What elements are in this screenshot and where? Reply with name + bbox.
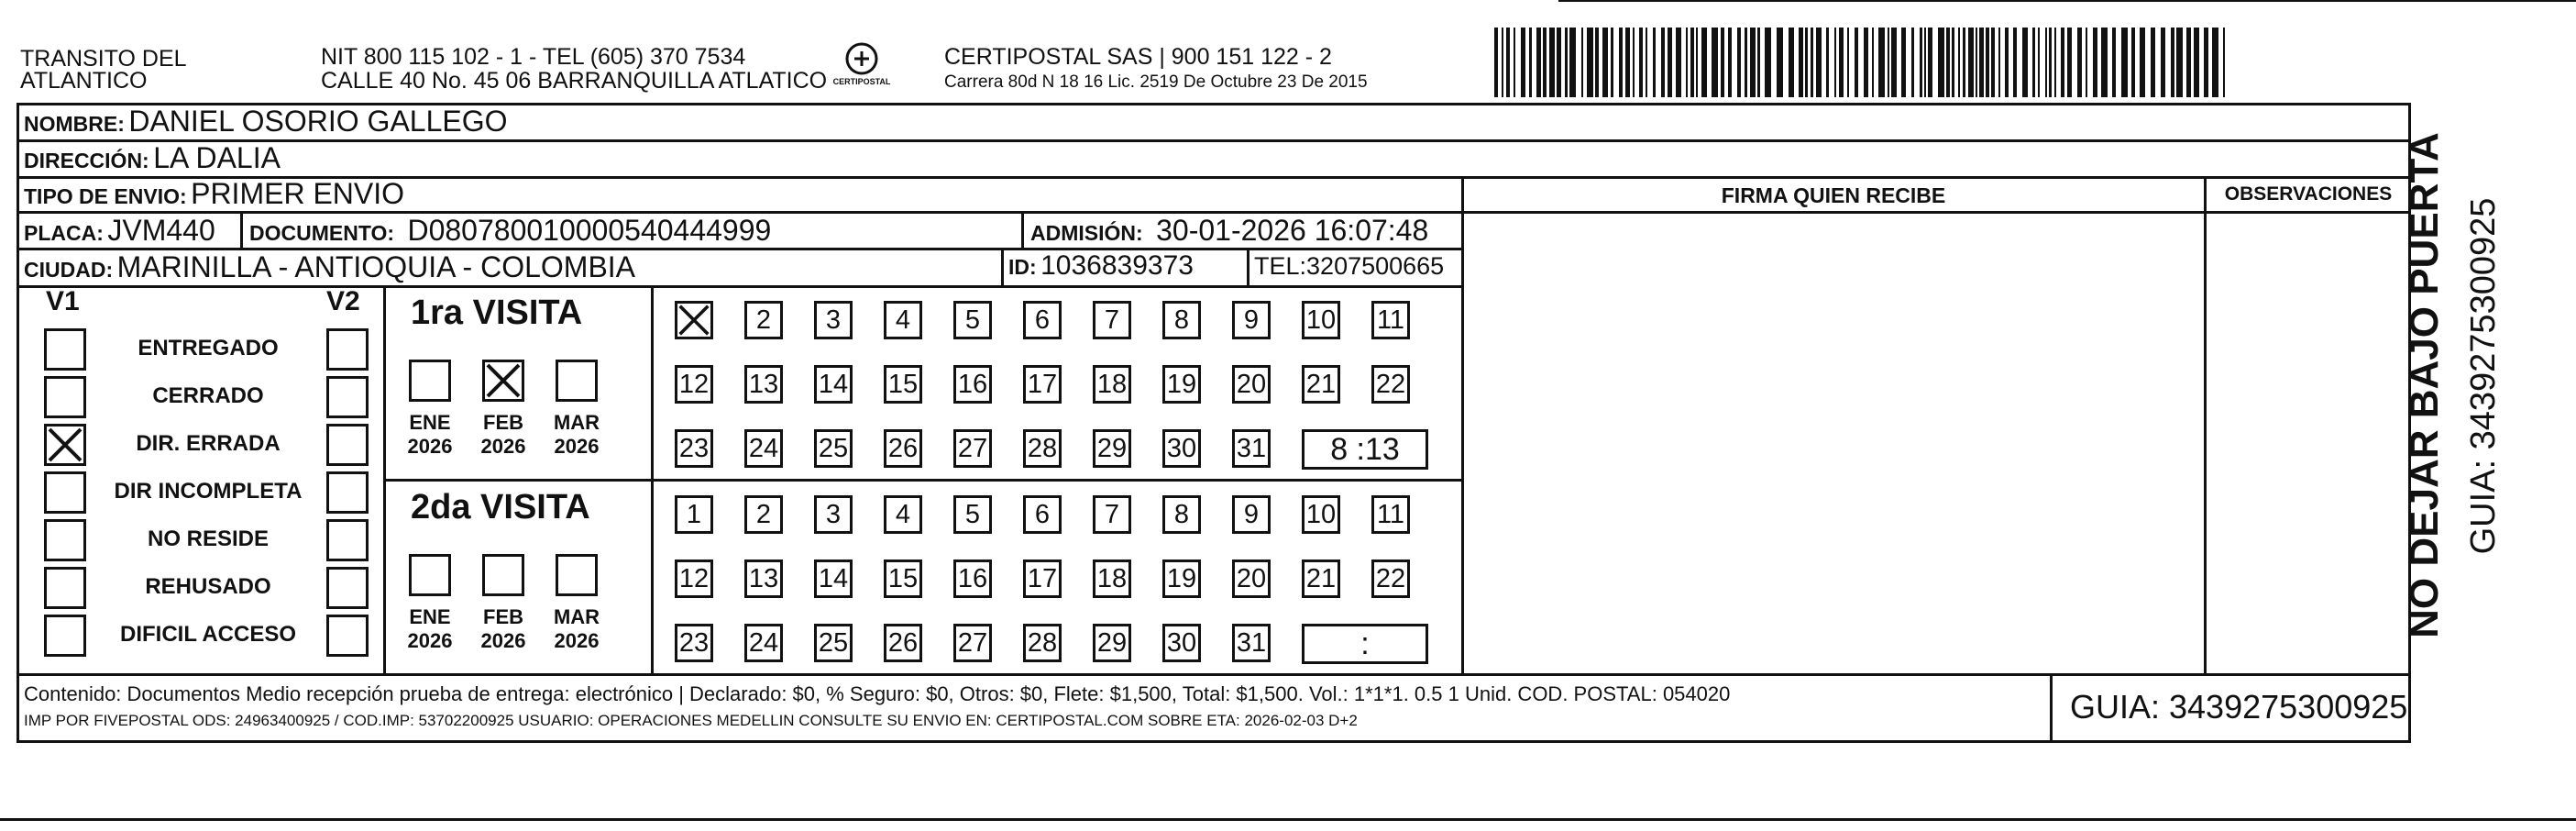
day-number: 19 [1166, 564, 1197, 593]
day-number: 30 [1166, 628, 1197, 658]
day-box[interactable] [1232, 365, 1271, 404]
day-box[interactable] [1023, 495, 1062, 534]
divider-firma [1461, 176, 1464, 675]
x-mark-icon [485, 362, 522, 399]
day-number: 26 [887, 434, 919, 463]
divider-visits-split [383, 479, 1463, 482]
v1-checkbox[interactable] [44, 471, 86, 514]
v2-checkbox[interactable] [326, 471, 369, 514]
day-number: 18 [1096, 370, 1128, 399]
day-box[interactable] [675, 365, 713, 404]
v1-checkbox[interactable] [44, 328, 86, 371]
documento-row [249, 214, 771, 248]
day-number: 29 [1096, 434, 1128, 463]
direccion-row [24, 141, 281, 175]
documento-label: DOCUMENTO: [249, 221, 395, 245]
day-box[interactable] [1023, 365, 1062, 404]
day-number: 16 [957, 370, 988, 399]
day-box[interactable] [744, 301, 783, 339]
sender-nit: NIT 800 115 102 - 1 - TEL (605) 370 7534 [321, 44, 746, 70]
nombre-row [24, 105, 508, 138]
month-label: ENE [409, 605, 451, 628]
day-number: 4 [895, 305, 911, 335]
v2-checkbox[interactable] [326, 567, 369, 609]
second-visit-title: 2da VISITA [411, 488, 590, 526]
x-mark-icon [677, 304, 710, 337]
day-box[interactable] [953, 560, 992, 598]
day-number: 5 [964, 305, 981, 335]
day-number: 10 [1305, 500, 1337, 529]
divider-guia-footer [2050, 673, 2053, 743]
day-number: 19 [1166, 370, 1197, 399]
license-line: Carrera 80d N 18 16 Lic. 2519 De Octubre 23 De 2015 [944, 72, 1368, 92]
day-box[interactable] [884, 429, 922, 468]
day-number: 9 [1243, 305, 1260, 335]
admision-row [1030, 214, 1428, 248]
day-box[interactable] [953, 495, 992, 534]
day-number: 28 [1027, 628, 1058, 658]
day-number: 3 [825, 305, 842, 335]
day-box[interactable] [1162, 301, 1201, 339]
day-box[interactable] [1093, 495, 1131, 534]
day-number: 17 [1027, 564, 1058, 593]
day-box[interactable] [953, 624, 992, 662]
status-label: ENTREGADO [138, 336, 279, 360]
day-number: 3 [825, 500, 842, 529]
day-number: 14 [818, 370, 849, 399]
footer-guia: GUIA: 3439275300925 [2070, 688, 2408, 726]
first-visit-title: 1ra VISITA [411, 294, 583, 332]
ciudad-row [24, 250, 635, 284]
month-label: FEB [483, 411, 523, 434]
no-dejar-bajo-puerta: NO DEJAR BAJO PUERTA [2402, 132, 2447, 638]
day-number: 2 [755, 305, 772, 335]
divider-observaciones [2204, 176, 2207, 675]
status-label: NO RESIDE [147, 526, 270, 551]
day-box[interactable] [1093, 560, 1131, 598]
day-box[interactable] [1302, 560, 1340, 598]
day-number: 4 [895, 500, 911, 529]
v1-header: V1 [46, 286, 80, 316]
day-box[interactable] [1232, 495, 1271, 534]
month-year: 2026 [480, 629, 526, 652]
month-checkbox[interactable] [556, 360, 598, 402]
day-box[interactable] [675, 301, 713, 339]
barcode [1494, 28, 2228, 97]
month-checkbox[interactable] [482, 554, 524, 596]
day-number: 21 [1305, 370, 1337, 399]
day-number: 22 [1375, 564, 1406, 593]
day-number: 10 [1305, 305, 1337, 335]
day-box[interactable] [884, 365, 922, 404]
day-box[interactable] [1302, 495, 1340, 534]
day-number: 29 [1096, 628, 1128, 658]
time-box[interactable]: : [1302, 624, 1428, 664]
day-number: 14 [818, 564, 849, 593]
day-box[interactable] [1302, 365, 1340, 404]
day-box[interactable] [814, 301, 853, 339]
day-number: 23 [678, 434, 710, 463]
day-box[interactable] [1371, 495, 1410, 534]
day-number: 17 [1027, 370, 1058, 399]
day-box[interactable] [814, 560, 853, 598]
day-box[interactable] [953, 365, 992, 404]
day-box[interactable] [1162, 495, 1201, 534]
day-box[interactable] [1023, 301, 1062, 339]
day-box[interactable] [884, 624, 922, 662]
divider-placa [240, 211, 243, 249]
month-checkbox[interactable] [409, 360, 451, 402]
day-number: 13 [748, 370, 779, 399]
status-label: CERRADO [152, 383, 264, 408]
admision-value: 30-01-2026 16:07:48 [1156, 214, 1429, 247]
day-box[interactable] [1093, 301, 1131, 339]
day-number: 8 [1173, 305, 1190, 335]
day-box[interactable] [814, 624, 853, 662]
day-box[interactable] [814, 495, 853, 534]
v2-checkbox[interactable] [326, 519, 369, 561]
tipo-value: PRIMER ENVIO [191, 177, 405, 210]
month-year: 2026 [480, 435, 526, 458]
day-box[interactable] [1162, 624, 1201, 662]
month-year: 2026 [554, 629, 600, 652]
month-label: MAR [553, 411, 600, 434]
placa-row [24, 214, 215, 248]
day-box[interactable] [1371, 365, 1410, 404]
divider-id [1001, 248, 1004, 286]
status-label: DIR. ERRADA [136, 431, 281, 456]
id-label: ID: [1008, 255, 1037, 279]
month-label: MAR [553, 605, 600, 628]
day-box[interactable] [1232, 560, 1271, 598]
time-box[interactable]: 8 :13 [1302, 429, 1428, 470]
month-year: 2026 [554, 435, 600, 458]
day-number: 11 [1376, 500, 1405, 529]
v2-checkbox[interactable] [326, 328, 369, 371]
day-box[interactable] [1162, 365, 1201, 404]
row-line-nombre [17, 139, 2411, 142]
day-box[interactable] [1371, 301, 1410, 339]
day-number: 18 [1096, 564, 1128, 593]
month-checkbox[interactable] [482, 360, 524, 402]
day-number: 31 [1236, 628, 1267, 658]
status-label: DIFICIL ACCESO [119, 622, 296, 647]
day-number: 6 [1034, 305, 1051, 335]
day-number: 20 [1236, 564, 1267, 593]
footer-imp-line: IMP POR FIVEPOSTAL ODS: 24963400925 / COD.IMP: 53702200925 USUARIO: OPERACIONES MEDELLIN CONSULTE SU ENVIO EN: CERTIPOSTAL.COM SOBRE ETA: 2026-02-03 D+2 [24, 712, 1358, 729]
day-number: 12 [678, 564, 710, 593]
day-box[interactable] [744, 624, 783, 662]
day-box[interactable] [1093, 624, 1131, 662]
ciudad-value: MARINILLA - ANTIOQUIA - COLOMBIA [116, 250, 636, 283]
day-box[interactable] [1232, 624, 1271, 662]
day-box[interactable] [675, 624, 713, 662]
day-number: 24 [748, 434, 779, 463]
day-box[interactable] [1162, 429, 1201, 468]
month-year: 2026 [407, 629, 453, 652]
footer-contenido: Contenido: Documentos Medio recepción prueba de entrega: electrónico | Declarado: $0, % Seguro: $0, Otros: $0, Flete: $1,500, Total: $1,500. Vol.: 1*1*1. 0.5 1 Unid. COD. POSTAL: 054020 [24, 682, 1731, 705]
day-box[interactable] [1232, 429, 1271, 468]
day-box[interactable] [884, 560, 922, 598]
month-checkbox[interactable] [556, 554, 598, 596]
sender-name-line2: ATLANTICO [20, 68, 148, 94]
day-box[interactable] [1232, 301, 1271, 339]
day-box[interactable] [744, 495, 783, 534]
side-guia: GUIA: 3439275300925 [2464, 197, 2503, 555]
day-number: 31 [1236, 434, 1267, 463]
observaciones-header: OBSERVACIONES [2224, 183, 2393, 205]
v1-checkbox[interactable] [44, 567, 86, 609]
logo-text: CERTIPOSTAL [832, 77, 891, 86]
id-row [1008, 250, 1194, 282]
day-number: 7 [1104, 305, 1120, 335]
sender-name-line1: TRANSITO DEL [20, 46, 187, 72]
tel-row [1254, 252, 1444, 281]
nombre-label: NOMBRE: [24, 112, 125, 136]
v2-checkbox[interactable] [326, 424, 369, 466]
day-number: 25 [818, 434, 849, 463]
divider-tel [1247, 248, 1249, 286]
day-box[interactable] [744, 365, 783, 404]
top-edge-line [1558, 0, 2576, 2]
day-box[interactable] [1302, 301, 1340, 339]
day-box[interactable] [1023, 624, 1062, 662]
day-box[interactable] [814, 429, 853, 468]
day-number: 20 [1236, 370, 1267, 399]
placa-value: JVM440 [107, 214, 215, 247]
day-number: 5 [964, 500, 981, 529]
day-box[interactable] [1023, 429, 1062, 468]
month-year: 2026 [407, 435, 453, 458]
direccion-value: LA DALIA [153, 141, 281, 174]
day-number: 27 [957, 628, 988, 658]
day-box[interactable] [675, 429, 713, 468]
day-box[interactable] [1093, 365, 1131, 404]
day-box[interactable] [744, 560, 783, 598]
day-number: 2 [755, 500, 772, 529]
day-number: 15 [887, 564, 919, 593]
x-mark-icon [47, 427, 83, 463]
day-number: 9 [1243, 500, 1260, 529]
day-box[interactable] [884, 495, 922, 534]
v2-checkbox[interactable] [326, 615, 369, 657]
day-box[interactable] [675, 560, 713, 598]
day-number: 13 [748, 564, 779, 593]
sender-address: CALLE 40 No. 45 06 BARRANQUILLA ATLATICO [321, 68, 828, 94]
day-number: 6 [1034, 500, 1051, 529]
v1-checkbox[interactable] [44, 519, 86, 561]
day-number: 28 [1027, 434, 1058, 463]
day-number: 15 [887, 370, 919, 399]
tel-label: TEL: [1254, 252, 1307, 280]
day-box[interactable] [744, 429, 783, 468]
month-checkbox[interactable] [409, 554, 451, 596]
status-label: REHUSADO [145, 574, 271, 599]
day-number: 11 [1376, 305, 1405, 335]
day-number: 30 [1166, 434, 1197, 463]
day-box[interactable] [1093, 429, 1131, 468]
id-value: 1036839373 [1040, 250, 1194, 281]
day-number: 21 [1305, 564, 1337, 593]
day-number: 26 [887, 628, 919, 658]
day-number: 16 [957, 564, 988, 593]
divider-admision [1021, 211, 1024, 249]
documento-value: D080780010000540444999 [407, 214, 772, 247]
firma-header-line [1461, 211, 2411, 214]
day-number: 8 [1173, 500, 1190, 529]
v1-checkbox[interactable] [44, 424, 86, 466]
month-label: ENE [409, 411, 451, 434]
day-box[interactable] [675, 495, 713, 534]
day-number: 12 [678, 370, 710, 399]
tipo-label: TIPO DE ENVIO: [24, 184, 187, 208]
tipo-row [24, 177, 404, 211]
ciudad-label: CIUDAD: [24, 258, 114, 282]
day-box[interactable] [884, 301, 922, 339]
tel-value: 3207500665 [1306, 252, 1445, 280]
nombre-value: DANIEL OSORIO GALLEGO [128, 105, 508, 138]
day-number: 27 [957, 434, 988, 463]
day-number: 1 [686, 500, 702, 529]
day-number: 24 [748, 628, 779, 658]
day-box[interactable] [953, 301, 992, 339]
status-label: DIR INCOMPLETA [114, 479, 303, 504]
certipostal-logo [825, 40, 898, 95]
day-box[interactable] [953, 429, 992, 468]
day-number: 25 [818, 628, 849, 658]
month-label: FEB [483, 605, 523, 628]
v2-checkbox[interactable] [326, 376, 369, 418]
placa-label: PLACA: [24, 221, 104, 245]
v1-checkbox[interactable] [44, 615, 86, 657]
day-box[interactable] [1023, 560, 1062, 598]
direccion-label: DIRECCIÓN: [24, 149, 149, 172]
v1-checkbox[interactable] [44, 376, 86, 418]
bottom-edge-line [0, 818, 2576, 821]
company-line: CERTIPOSTAL SAS | 900 151 122 - 2 [944, 44, 1332, 70]
day-number: 7 [1104, 500, 1120, 529]
day-box[interactable] [1371, 560, 1410, 598]
v2-header: V2 [326, 286, 360, 316]
day-number: 23 [678, 628, 710, 658]
day-number: 22 [1375, 370, 1406, 399]
admision-label: ADMISIÓN: [1030, 221, 1143, 245]
day-box[interactable] [814, 365, 853, 404]
firma-header: FIRMA QUIEN RECIBE [1721, 183, 1946, 207]
day-box[interactable] [1162, 560, 1201, 598]
